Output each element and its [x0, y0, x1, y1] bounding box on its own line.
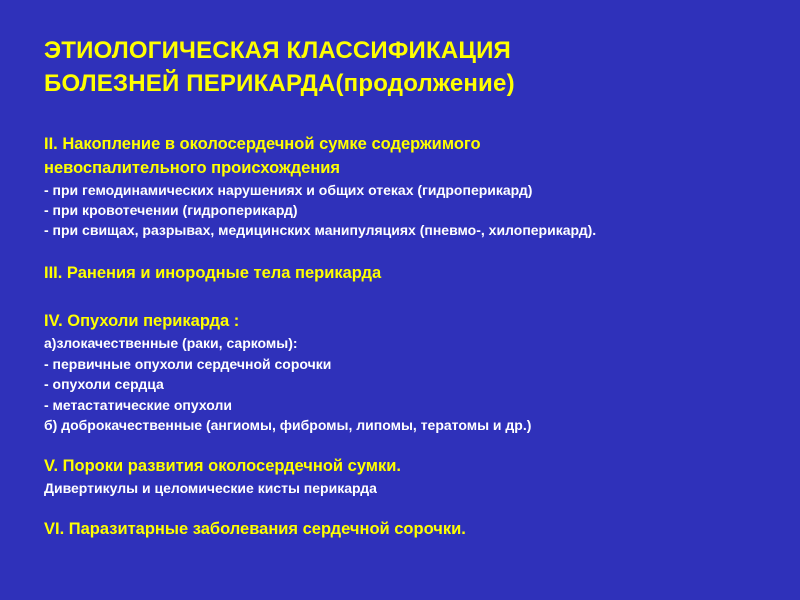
- section-3: [44, 261, 784, 285]
- section-4-item: а)злокачественные (раки, саркомы):: [44, 335, 298, 351]
- title-line-2-paren: (продолжение): [335, 70, 515, 97]
- section-5: [44, 454, 784, 498]
- section-2-item: - при гемодинамических нарушениях и общих отеках (гидроперикард): [44, 182, 533, 198]
- title-line-2-main: БОЛЕЗНЕЙ ПЕРИКАРДА: [44, 70, 336, 97]
- section-2-item: - при кровотечении (гидроперикард): [44, 202, 298, 218]
- slide-content: [44, 132, 784, 541]
- section-4-item: - метастатические опухоли: [44, 396, 232, 413]
- section-4-heading: IV. Опухоли перикарда :: [44, 312, 240, 330]
- section-5-item: Дивертикулы и целомические кисты перикарда: [44, 479, 377, 496]
- title-line-2: [44, 67, 515, 100]
- section-4-item: - опухоли сердца: [44, 376, 164, 392]
- section-6-heading: VI. Паразитарные заболевания сердечной сорочки.: [44, 519, 466, 538]
- section-2-heading-line-1: II. Накопление в околосердечной сумке содержимого: [44, 135, 481, 153]
- section-3-heading: III. Ранения и инородные тела перикарда: [44, 264, 382, 282]
- section-4-item: б) доброкачественные (ангиомы, фибромы, липомы, тератомы и др.): [44, 417, 532, 433]
- title-line-1: ЭТИОЛОГИЧЕСКАЯ КЛАССИФИКАЦИЯ: [44, 37, 512, 64]
- section-5-heading: V. Пороки развития околосердечной сумки.: [44, 456, 401, 475]
- section-2: [44, 132, 784, 240]
- section-2-item: - при свищах, разрывах, медицинских манипуляциях (пневмо-, хилоперикард).: [44, 222, 597, 238]
- section-4: [44, 309, 784, 436]
- section-4-item: - первичные опухоли сердечной сорочки: [44, 355, 332, 372]
- section-6: [44, 517, 784, 541]
- section-2-heading-line-2: невоспалительного происхождения: [44, 159, 341, 177]
- slide-title: [44, 34, 515, 100]
